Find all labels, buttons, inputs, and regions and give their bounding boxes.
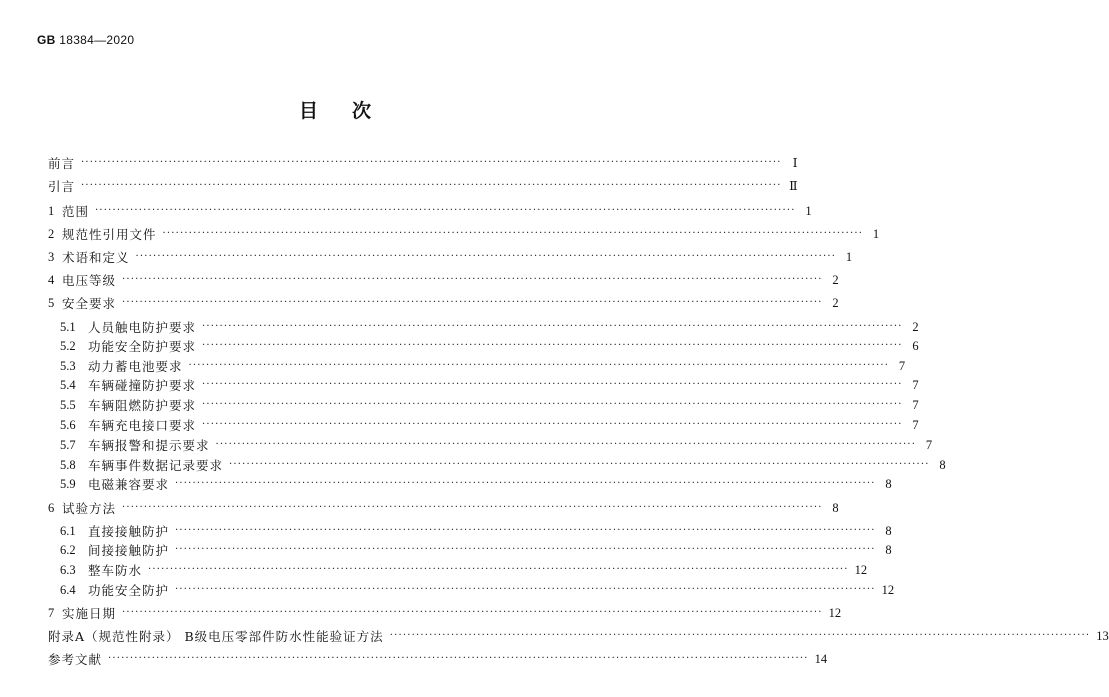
toc-entry[interactable]	[60, 541, 892, 559]
toc-entry[interactable]	[48, 177, 798, 195]
toc-entry-page: 2	[832, 272, 839, 287]
toc-entry-label: 车辆充电接口要求	[88, 418, 197, 433]
standard-code: GB	[37, 33, 56, 47]
toc-entry-page: 7	[925, 437, 933, 452]
toc-entry-number: 4	[48, 272, 55, 287]
toc-leader-dots: ································································································································································	[229, 459, 930, 470]
toc-entry-label: 车辆阻燃防护要求	[88, 398, 197, 413]
toc-leader-dots: ································································································································································	[202, 340, 903, 351]
toc-entry[interactable]	[48, 499, 839, 517]
toc-entry-number: 5.3	[60, 358, 76, 373]
toc-leader-dots: ································································································································································	[389, 630, 1091, 641]
toc-leader-dots: ································································································································································	[81, 180, 782, 191]
toc-entry-page: 8	[885, 523, 892, 538]
toc-entry-page: 1	[845, 249, 853, 264]
toc-entry[interactable]	[60, 337, 919, 355]
toc-leader-dots: ································································································································································	[81, 157, 782, 168]
toc-entry-number: 6.1	[60, 523, 76, 538]
toc-entry-number: 5.5	[60, 397, 76, 412]
toc-entry-number: 5	[48, 295, 55, 310]
toc-entry-label: 功能安全防护要求	[88, 339, 197, 354]
toc-entry[interactable]	[60, 436, 933, 454]
toc-entry-label: 车辆碰撞防护要求	[88, 378, 197, 393]
toc-entry[interactable]	[48, 154, 798, 172]
toc-entry-label: 试验方法	[62, 501, 117, 516]
toc-entry-number: 5.2	[60, 338, 76, 353]
toc-entry[interactable]	[60, 561, 868, 579]
toc-leader-dots: ································································································································································	[202, 379, 903, 390]
toc-leader-dots: ································································································································································	[202, 419, 903, 430]
toc-entry[interactable]	[60, 416, 919, 434]
toc-entry[interactable]	[60, 475, 892, 493]
toc-entry-number: 5.8	[60, 457, 76, 472]
toc-entry-number: 6.4	[60, 582, 76, 597]
toc-entry-label: 电压等级	[62, 273, 117, 288]
toc-entry[interactable]	[60, 376, 919, 394]
toc-leader-dots: ································································································································································	[215, 439, 917, 450]
toc-entry-label: 车辆报警和提示要求	[88, 438, 210, 453]
toc-leader-dots: ································································································································································	[148, 564, 849, 575]
toc-entry-page: 8	[885, 476, 892, 491]
toc-entry[interactable]	[60, 318, 919, 336]
toc-entry-page: Ⅱ	[789, 179, 798, 193]
toc-entry-page: 2	[832, 295, 839, 310]
toc-entry-page: 13	[1096, 628, 1109, 643]
toc-leader-dots: ································································································································································	[162, 228, 864, 239]
toc-entry-page: 1	[872, 226, 880, 241]
toc-entry-label: 术语和定义	[62, 250, 130, 265]
toc-entry-page: 8	[939, 457, 946, 472]
toc-entry-page: 12	[881, 582, 895, 597]
toc-leader-dots: ································································································································································	[135, 251, 837, 262]
toc-leader-dots: ································································································································································	[202, 321, 903, 332]
toc-entry-label: 车辆事件数据记录要求	[88, 458, 224, 473]
toc-entry-label: 功能安全防护	[88, 583, 170, 598]
toc-entry-page: 14	[814, 651, 828, 666]
toc-leader-dots: ································································································································································	[175, 544, 876, 555]
toc-leader-dots: ································································································································································	[122, 502, 823, 513]
toc-entry-label: 安全要求	[62, 296, 117, 311]
toc-entry-page: 12	[854, 562, 868, 577]
toc-entry[interactable]	[60, 396, 919, 414]
toc-entry-label: 引言	[48, 179, 76, 194]
toc-entry-label: 电磁兼容要求	[88, 477, 170, 492]
toc-leader-dots: ································································································································································	[122, 297, 823, 308]
toc-entry-label: 参考文献	[48, 652, 103, 667]
page-title: 目次	[298, 100, 405, 122]
toc-entry-number: 5.4	[60, 377, 76, 392]
toc-entry[interactable]	[48, 294, 839, 312]
toc-entry-number: 5.1	[60, 319, 76, 334]
toc-entry-page: 2	[912, 319, 919, 334]
toc-entry-page: 6	[912, 338, 919, 353]
toc-entry[interactable]	[60, 357, 906, 375]
toc-entry-number: 1	[48, 203, 55, 218]
toc-leader-dots: ································································································································································	[122, 607, 823, 618]
toc-entry[interactable]	[48, 627, 1109, 645]
toc-entry[interactable]	[48, 271, 839, 289]
toc-entry-number: 6	[48, 500, 55, 515]
toc-entry-page: 12	[828, 605, 842, 620]
toc-entry-page: 7	[912, 397, 919, 412]
toc-entry[interactable]	[48, 202, 812, 220]
toc-entry-label: 前言	[48, 156, 76, 171]
toc-entry-page: 8	[832, 500, 839, 515]
toc-leader-dots: ································································································································································	[175, 478, 876, 489]
toc-leader-dots: ································································································································································	[202, 399, 903, 410]
toc-entry-label: 直接接触防护	[88, 524, 170, 539]
toc-entry-label: 人员触电防护要求	[88, 320, 197, 335]
toc-entry-number: 2	[48, 226, 55, 241]
document-header	[37, 33, 134, 47]
standard-number: 18384—2020	[59, 33, 135, 47]
toc-entry-number: 3	[48, 249, 55, 264]
toc-entry-page: 8	[885, 542, 892, 557]
toc-entry-label: 规范性引用文件	[62, 227, 157, 242]
toc-entry[interactable]	[60, 522, 892, 540]
toc-entry-label: 实施日期	[62, 606, 117, 621]
toc-entry-page: 7	[898, 358, 906, 373]
toc-entry[interactable]	[60, 581, 895, 599]
toc-leader-dots: ································································································································································	[175, 584, 876, 595]
toc-entry-number: 5.6	[60, 417, 76, 432]
toc-entry-page: 7	[912, 377, 919, 392]
toc-leader-dots: ································································································································································	[95, 205, 796, 216]
toc-leader-dots: ································································································································································	[122, 274, 823, 285]
toc-entry-number: 6.2	[60, 542, 76, 557]
toc-entry-label: 附录A（规范性附录） B级电压零部件防水性能验证方法	[48, 629, 384, 644]
toc-entry[interactable]	[48, 225, 880, 243]
toc-entry-number: 5.9	[60, 476, 76, 491]
toc-entry-label: 间接接触防护	[88, 543, 170, 558]
toc-leader-dots: ································································································································································	[108, 653, 809, 664]
toc-entry-label: 范围	[62, 204, 90, 219]
toc-leader-dots: ································································································································································	[175, 525, 876, 536]
toc-entry[interactable]	[60, 456, 946, 474]
toc-entry-page: 1	[805, 203, 812, 218]
toc-entry-number: 5.7	[60, 437, 76, 452]
toc-entry[interactable]	[48, 604, 842, 622]
toc-entry-label: 整车防水	[88, 563, 143, 578]
toc-entry-number: 7	[48, 605, 55, 620]
toc-entry[interactable]	[48, 248, 853, 266]
toc-leader-dots: ································································································································································	[188, 360, 890, 371]
toc-entry[interactable]	[48, 650, 828, 668]
toc-entry-label: 动力蓄电池要求	[88, 359, 183, 374]
toc-entry-page: Ⅰ	[792, 156, 798, 170]
toc-entry-number: 6.3	[60, 562, 76, 577]
toc-entry-page: 7	[912, 417, 919, 432]
